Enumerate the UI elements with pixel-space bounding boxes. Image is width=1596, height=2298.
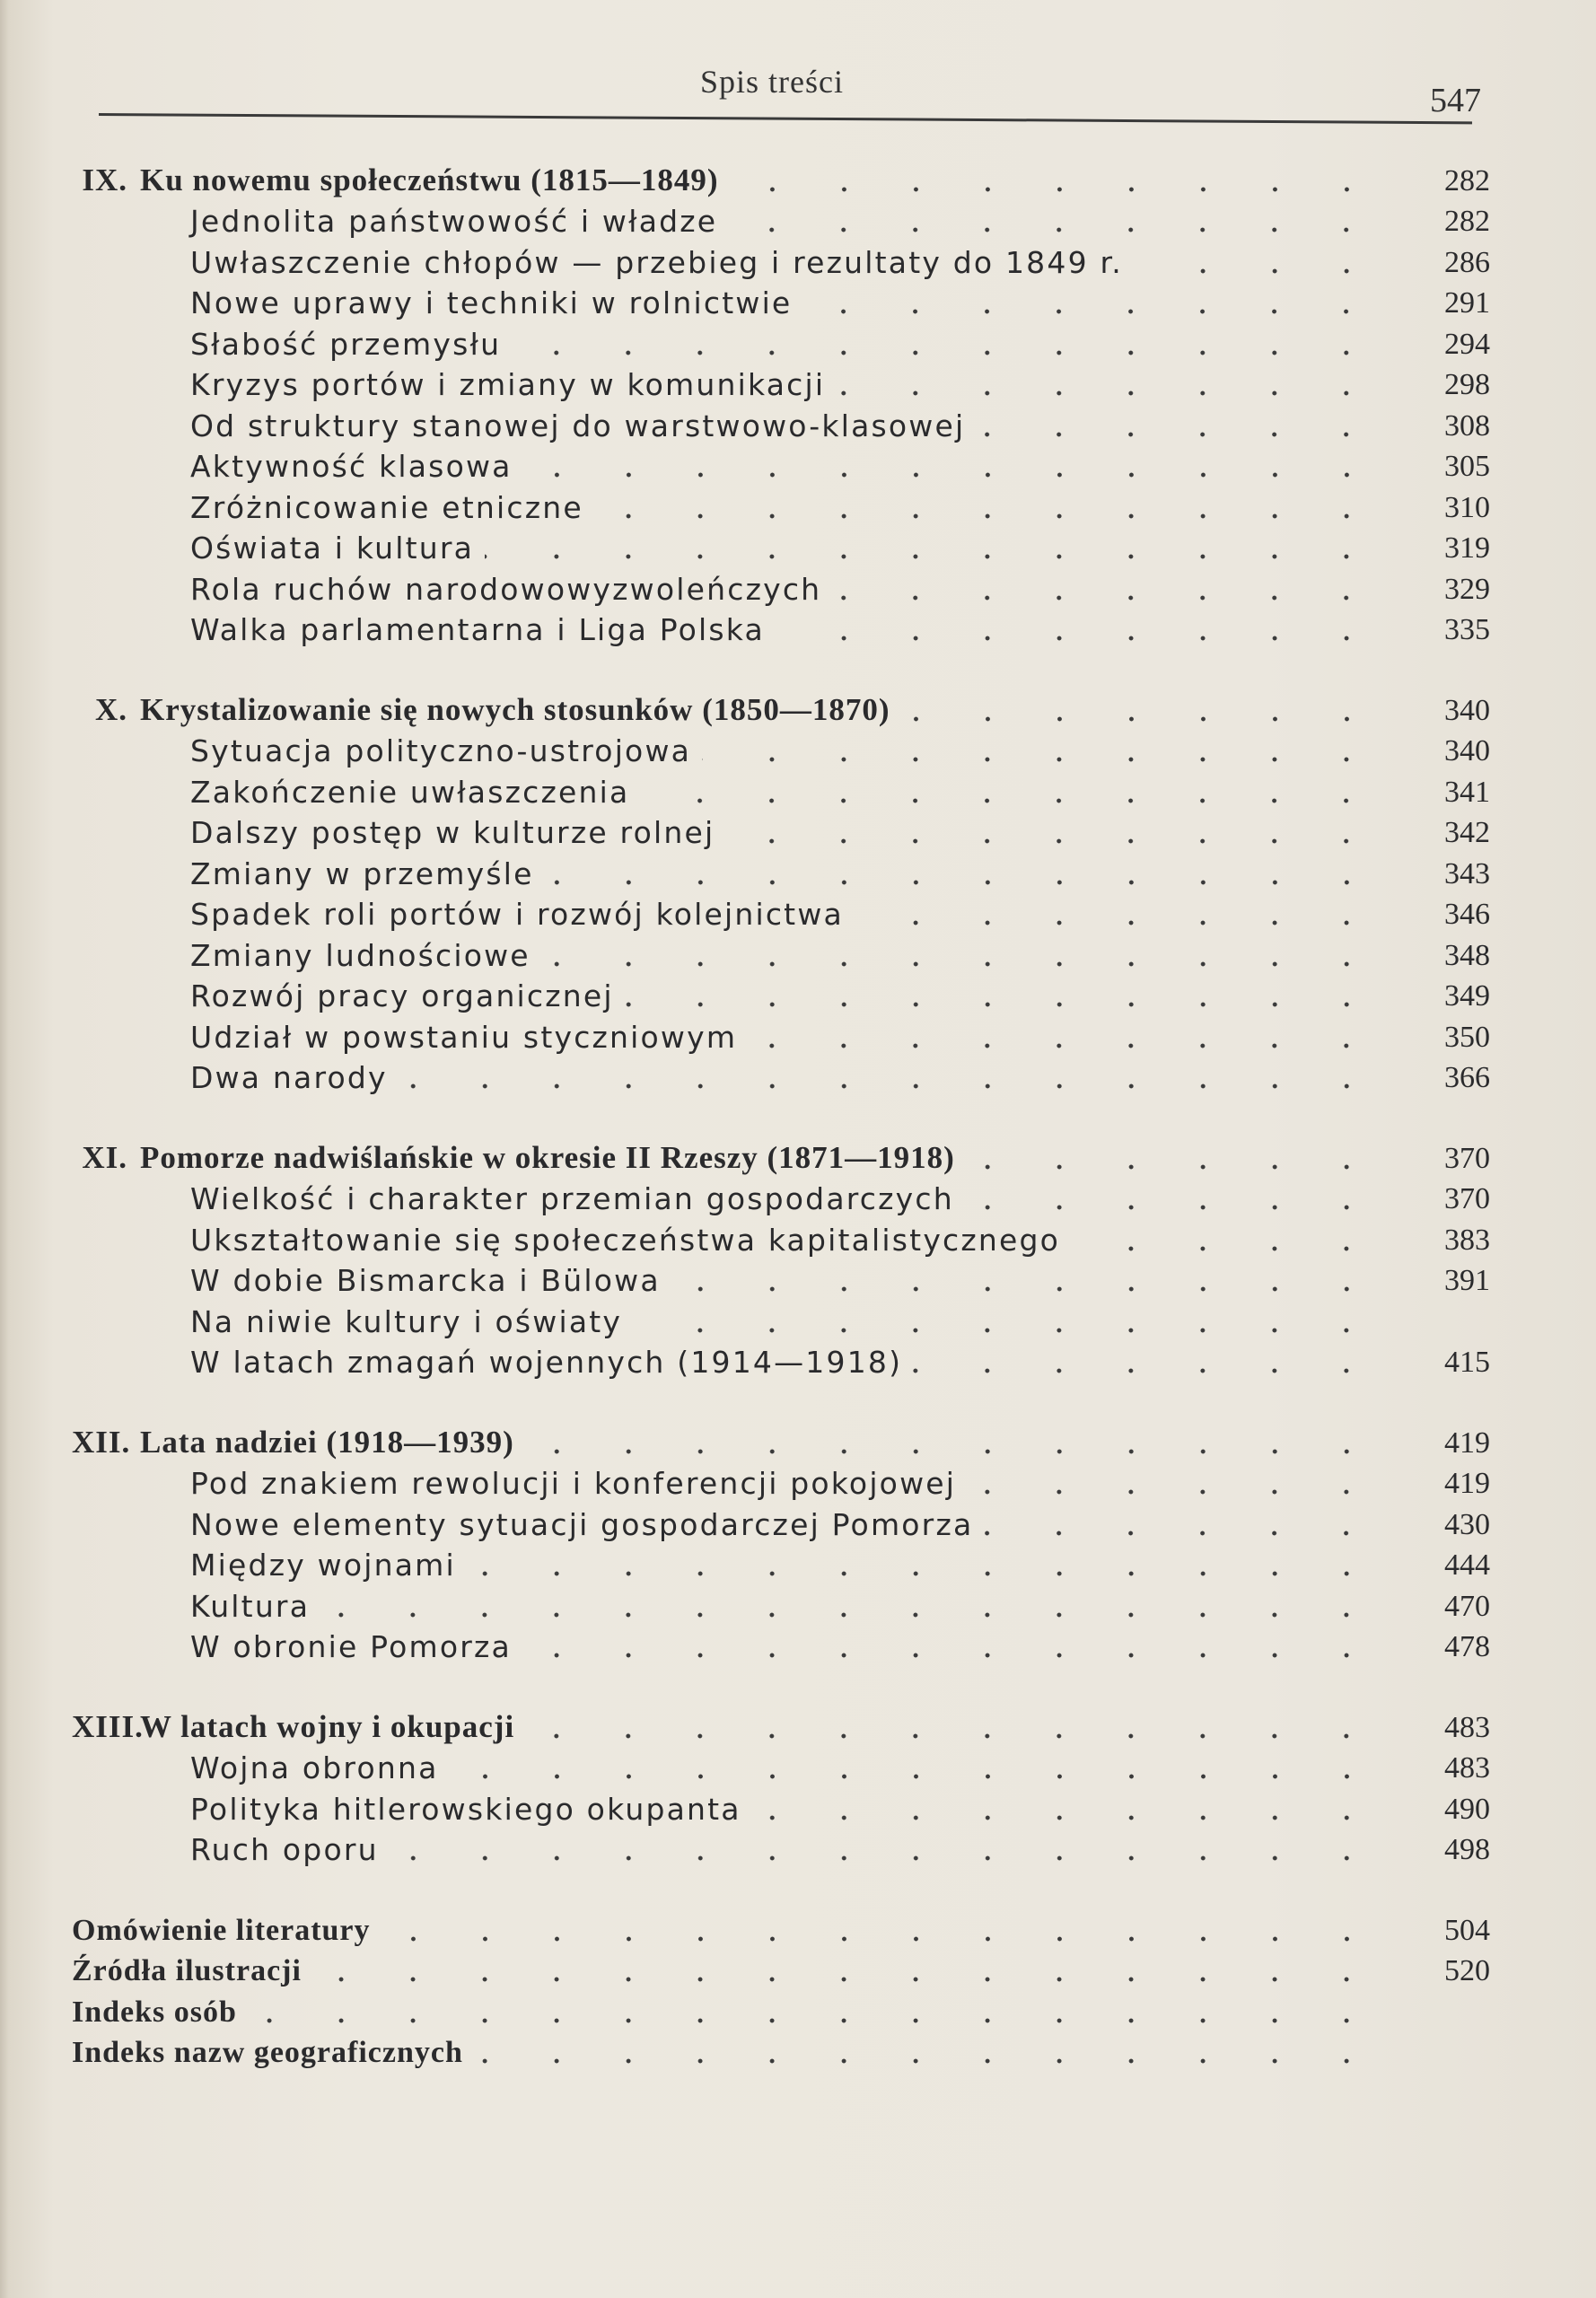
- dot-leader: [832, 589, 1382, 607]
- dot-leader: [525, 1727, 1382, 1745]
- entry-page: 383: [1444, 1223, 1490, 1257]
- entry-label: Wojna obronna: [190, 1750, 439, 1785]
- entry-label: Indeks osób: [72, 1995, 237, 2029]
- entry-label: Uwłaszczenie chłopów — przebieg i rezultaty do 1849 r.: [190, 244, 1123, 280]
- chapter-title: W latach wojny i okupacji: [140, 1708, 515, 1744]
- toc-entry: [72, 525, 1490, 566]
- toc-entry: [72, 728, 1490, 769]
- entry-label: Rozwój pracy organicznej: [190, 978, 614, 1013]
- entry-page: 308: [1444, 408, 1490, 443]
- dot-leader: [776, 629, 1382, 647]
- toc-entry: [72, 566, 1490, 607]
- entry-page: 282: [1444, 205, 1490, 238]
- chapter-x: [72, 687, 1490, 1095]
- toc-entry: [72, 2030, 1490, 2071]
- dot-leader: [320, 1606, 1382, 1624]
- dot-leader: [802, 303, 1382, 320]
- toc-entry: [72, 1460, 1490, 1502]
- toc-entry: [72, 198, 1490, 240]
- toc-entry: [72, 973, 1490, 1014]
- entry-label: Oświata i kultura: [190, 531, 475, 566]
- dot-leader: [671, 1280, 1382, 1298]
- entry-page: 286: [1444, 245, 1490, 279]
- dot-leader: [913, 1362, 1382, 1380]
- entry-label: Zakończenie uwłaszczenia: [190, 774, 630, 810]
- dot-leader: [390, 1849, 1382, 1867]
- entry-page: 391: [1444, 1264, 1490, 1297]
- chapter-xiii: [72, 1704, 1490, 1867]
- dot-leader: [399, 1077, 1382, 1095]
- entry-label: Zróżnicowanie etniczne: [190, 489, 583, 525]
- entry-page: 415: [1444, 1346, 1490, 1379]
- toc-entry: [72, 1258, 1490, 1299]
- entry-page: 366: [1444, 1061, 1490, 1094]
- dot-leader: [730, 180, 1382, 198]
- toc-entry: [72, 850, 1490, 891]
- dot-leader: [748, 1037, 1382, 1055]
- toc-entry: [72, 484, 1490, 525]
- dot-leader: [522, 1646, 1382, 1664]
- entry-label: Udział w powstaniu styczniowym: [190, 1019, 738, 1055]
- entry-page: 319: [1444, 531, 1490, 565]
- chapter-heading: [72, 1704, 1490, 1745]
- dot-leader: [836, 384, 1382, 402]
- chapter-number: XI.: [82, 1139, 127, 1175]
- toc-entry: [72, 1542, 1490, 1583]
- dot-leader: [967, 1483, 1382, 1501]
- toc-entry: [72, 1501, 1490, 1542]
- toc-entry: [72, 1988, 1490, 2030]
- entry-label: Sytuacja polityczno-ustrojowa: [190, 733, 692, 768]
- entry-page: 370: [1444, 1182, 1490, 1215]
- chapter-heading: [72, 687, 1490, 728]
- entry-page: 504: [1444, 1913, 1490, 1947]
- entry-page: 483: [1444, 1751, 1490, 1785]
- dot-leader: [855, 914, 1382, 932]
- entry-label: Walka parlamentarna i Liga Polska: [190, 612, 765, 647]
- running-title: Spis treści: [700, 64, 844, 100]
- dot-leader: [594, 507, 1382, 525]
- dot-leader: [541, 955, 1382, 973]
- toc-entry: [72, 1624, 1490, 1665]
- entry-page: 490: [1444, 1792, 1490, 1826]
- chapter-page: 370: [1444, 1141, 1490, 1175]
- toc-entry: [72, 362, 1490, 403]
- dot-leader: [633, 1321, 1382, 1339]
- toc-entry: [72, 1785, 1490, 1827]
- toc-entry: [72, 443, 1490, 485]
- chapter-number: X.: [94, 691, 127, 727]
- entry-page: 349: [1444, 979, 1490, 1013]
- toc-entry: [72, 1827, 1490, 1868]
- entry-label: Między wojnami: [190, 1548, 456, 1583]
- chapter-number: XIII.: [72, 1708, 144, 1744]
- toc-entry: [72, 1013, 1490, 1055]
- entry-label: Od struktury stanowej do warstwowo-klasowej: [190, 408, 966, 443]
- entry-page: 348: [1444, 938, 1490, 972]
- dot-leader: [640, 792, 1382, 810]
- chapter-number: XII.: [72, 1424, 131, 1460]
- dot-leader: [725, 832, 1382, 850]
- chapter-title: Lata nadziei (1918—1939): [140, 1424, 514, 1460]
- chapter-page: 340: [1444, 693, 1490, 727]
- toc-entry: [72, 1216, 1490, 1258]
- entry-page: 419: [1444, 1467, 1490, 1500]
- entry-label: Pod znakiem rewolucji i konferencji pokojowej: [190, 1466, 957, 1501]
- toc-entry: [72, 1339, 1490, 1381]
- entry-page: 470: [1444, 1589, 1490, 1623]
- entry-page: 335: [1444, 613, 1490, 646]
- dot-leader: [752, 1809, 1382, 1827]
- entry-label: Rola ruchów narodowowyzwoleńczych: [190, 571, 822, 607]
- entry-label: Ruch oporu: [190, 1832, 379, 1867]
- entry-page: 430: [1444, 1507, 1490, 1541]
- entry-page: 329: [1444, 572, 1490, 606]
- chapter-number: IX.: [82, 162, 127, 197]
- entry-label: Jednolita państwowość i władze: [190, 204, 718, 239]
- dot-leader: [525, 1443, 1382, 1460]
- toc-entry: [72, 1948, 1490, 1989]
- entry-label: Polityka hitlerowskiego okupanta: [190, 1791, 741, 1827]
- entry-label: Na niwie kultury i oświaty: [190, 1303, 623, 1339]
- dot-leader: [728, 221, 1382, 239]
- entry-label: Nowe uprawy i techniki w rolnictwie: [190, 285, 793, 320]
- entry-label: W obronie Pomorza: [190, 1629, 512, 1664]
- dot-leader: [545, 873, 1382, 891]
- entry-page: 520: [1444, 1954, 1490, 1987]
- entry-label: W dobie Bismarcka i Bülowa: [190, 1263, 661, 1298]
- dot-leader: [512, 344, 1382, 362]
- entry-label: Wielkość i charakter przemian gospodarczych: [190, 1181, 954, 1216]
- toc-entry: [72, 1583, 1490, 1624]
- chapter-title: Ku nowemu społeczeństwu (1815—1849): [140, 162, 719, 197]
- dot-leader: [965, 1198, 1382, 1216]
- toc-entry: [72, 320, 1490, 362]
- entry-page: 294: [1444, 327, 1490, 361]
- entry-label: Indeks nazw geograficznych: [72, 2036, 463, 2069]
- dot-leader: [984, 1524, 1382, 1542]
- dot-leader: [312, 1970, 1382, 1988]
- dot-leader: [523, 466, 1382, 484]
- dot-leader: [474, 2052, 1382, 2070]
- toc-entry: [72, 891, 1490, 933]
- entry-page: 350: [1444, 1020, 1490, 1054]
- entry-label: W latach zmagań wojennych (1914—1918): [190, 1345, 903, 1380]
- entry-label: Dwa narody: [190, 1060, 388, 1095]
- chapter-xii: [72, 1419, 1490, 1664]
- entry-page: 346: [1444, 898, 1490, 931]
- entry-page: 340: [1444, 734, 1490, 767]
- entry-page: 444: [1444, 1548, 1490, 1582]
- toc-entry: [72, 1055, 1490, 1096]
- entry-label: Słabość przemysłu: [190, 326, 502, 362]
- page-header: [99, 54, 1481, 135]
- entry-page: 478: [1444, 1630, 1490, 1663]
- chapter-title: Krystalizowanie się nowych stosunków (1850—1870): [140, 691, 890, 727]
- dot-leader: [625, 996, 1382, 1013]
- entry-page: 291: [1444, 286, 1490, 320]
- entry-label: Zmiany w przemyśle: [190, 855, 534, 891]
- chapter-heading: [72, 1419, 1490, 1460]
- toc-entry: [72, 1176, 1490, 1217]
- toc-entry: [72, 280, 1490, 321]
- dot-leader: [1134, 262, 1382, 280]
- chapter-xi: [72, 1135, 1490, 1380]
- toc-entry: [72, 1298, 1490, 1339]
- toc-entry: [72, 1907, 1490, 1948]
- dot-leader: [901, 710, 1382, 728]
- chapter-page: 282: [1444, 163, 1490, 197]
- chapter-heading: [72, 1135, 1490, 1176]
- entry-page: 343: [1444, 856, 1490, 890]
- entry-label: Aktywność klasowa: [190, 449, 513, 484]
- entry-page: 498: [1444, 1833, 1490, 1866]
- toc-entry: [72, 239, 1490, 280]
- entry-label: Omówienie literatury: [72, 1913, 371, 1947]
- entry-label: Ukształtowanie się społeczeństwa kapitalistycznego: [190, 1222, 1061, 1258]
- entry-page: 298: [1444, 368, 1490, 401]
- entry-page: 342: [1444, 816, 1490, 849]
- dot-leader: [450, 1767, 1382, 1785]
- toc-entry: [72, 402, 1490, 443]
- entry-label: Kultura: [190, 1588, 311, 1624]
- dot-leader: [702, 750, 1382, 768]
- chapter-page: 419: [1444, 1425, 1490, 1460]
- dot-leader: [485, 548, 1382, 566]
- entry-label: Kryzys portów i zmiany w komunikacji: [190, 367, 826, 402]
- toc-entry: [72, 1745, 1490, 1786]
- entry-page: 310: [1444, 490, 1490, 524]
- entry-label: Źródła ilustracji: [72, 1954, 302, 1987]
- toc-entry: [72, 932, 1490, 973]
- entry-page: 305: [1444, 450, 1490, 483]
- entry-label: Spadek roli portów i rozwój kolejnictwa: [190, 897, 844, 932]
- chapter-title: Pomorze nadwiślańskie w okresie II Rzeszy (1871—1918): [140, 1139, 955, 1175]
- header-rule: [99, 113, 1472, 124]
- back-matter: [72, 1907, 1490, 2070]
- dot-leader: [467, 1565, 1382, 1583]
- page-number: 547: [1430, 82, 1481, 119]
- chapter-page: 483: [1444, 1710, 1490, 1744]
- dot-leader: [381, 1930, 1382, 1948]
- chapter-heading: [72, 157, 1490, 198]
- table-of-contents: [72, 157, 1490, 2109]
- entry-page: 341: [1444, 775, 1490, 809]
- chapter-ix: [72, 157, 1490, 647]
- entry-label: Nowe elementy sytuacji gospodarczej Pomorza: [190, 1506, 974, 1542]
- dot-leader: [248, 2012, 1382, 2030]
- entry-label: Dalszy postęp w kulturze rolnej: [190, 815, 715, 850]
- dot-leader: [966, 1158, 1382, 1176]
- dot-leader: [1071, 1240, 1382, 1258]
- toc-entry: [72, 607, 1490, 648]
- entry-label: Zmiany ludnościowe: [190, 937, 531, 973]
- toc-entry: [72, 768, 1490, 810]
- toc-entry: [72, 810, 1490, 851]
- dot-leader: [976, 425, 1382, 443]
